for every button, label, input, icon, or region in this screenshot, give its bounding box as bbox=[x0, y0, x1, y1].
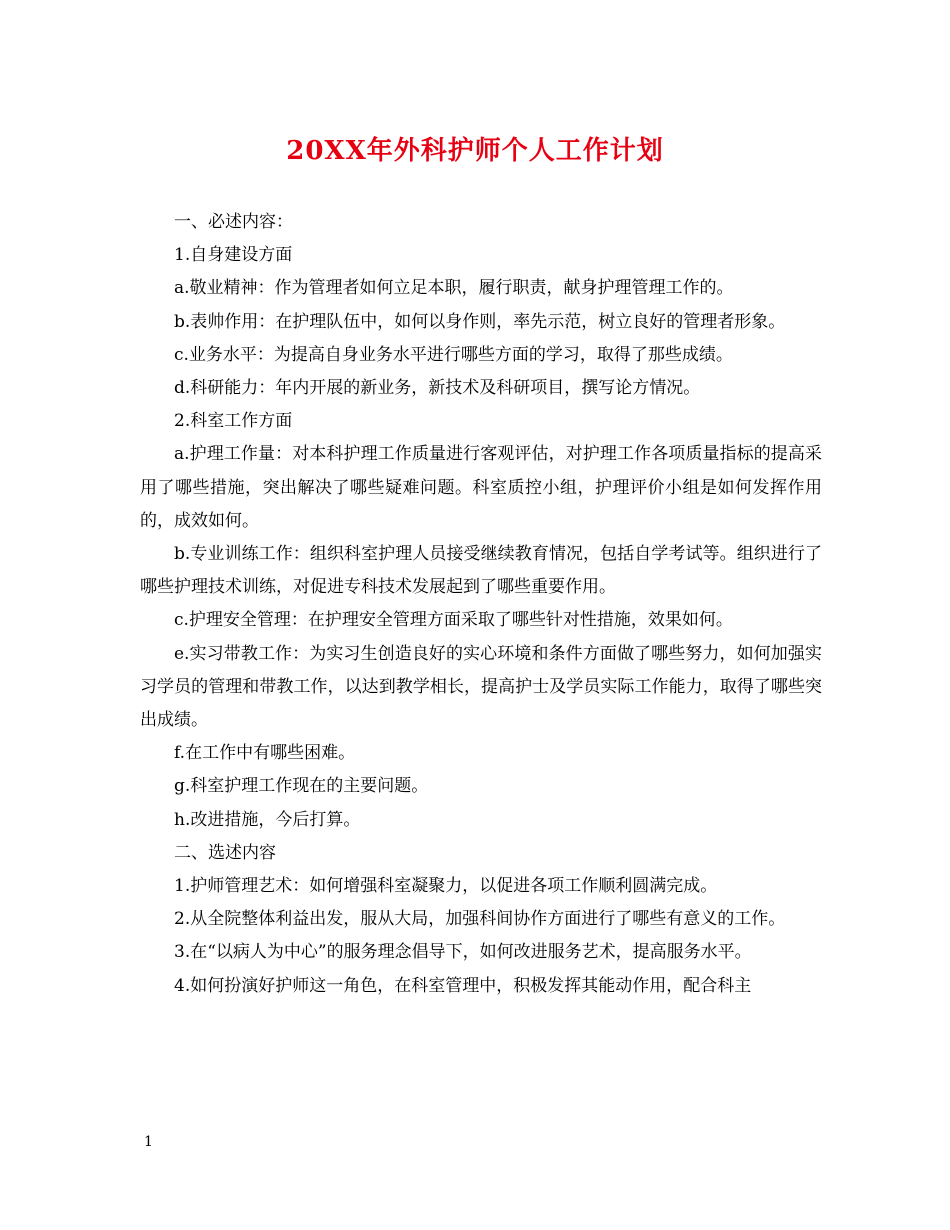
paragraph-dedication: a.敬业精神：作为管理者如何立足本职，履行职责，献身护理管理工作的。 bbox=[174, 278, 734, 299]
paragraph-difficulties: f.在工作中有哪些困难。 bbox=[174, 743, 356, 764]
paragraph-internship-teaching: e.实习带教工作：为实习生创造良好的实心环境和条件方面做了哪些努力，如何加强实习学员的管理和带教工作，以达到教学相长，提高护士及学员实际工作能力，取得了哪些突出成绩。 bbox=[140, 643, 822, 731]
paragraph-professional-level: c.业务水平：为提高自身业务水平进行哪些方面的学习，取得了那些成绩。 bbox=[174, 344, 733, 365]
paragraph-management-art: 1.护师管理艺术：如何增强科室凝聚力，以促进各项工作顺利圆满完成。 bbox=[174, 876, 718, 897]
paragraph-improvement-plans: h.改进措施，今后打算。 bbox=[174, 809, 361, 830]
paragraph-professional-training: b.专业训练工作：组织科室护理人员接受继续教育情况，包括自学考试等。组织进行了哪些护理技术训练，对促进专科技术发展起到了哪些重要作用。 bbox=[140, 544, 822, 598]
paragraph-section-one-heading: 一、必述内容： bbox=[174, 212, 293, 232]
paragraph-hospital-cooperation: 2.从全院整体利益出发，服从大局，加强科间协作方面进行了哪些有意义的工作。 bbox=[174, 909, 786, 930]
paragraph-role-model: b.表帅作用：在护理队伍中，如何以身作则，率先示范，树立良好的管理者形象。 bbox=[174, 311, 786, 332]
paragraph-self-construction: 1.自身建设方面 bbox=[174, 245, 293, 266]
paragraph-department-work: 2.科室工作方面 bbox=[174, 411, 293, 432]
paragraph-main-problems: g.科室护理工作现在的主要问题。 bbox=[174, 776, 429, 797]
page-number: 1 bbox=[144, 1134, 153, 1150]
paragraph-nurse-role: 4.如何扮演好护师这一角色，在科室管理中，积极发挥其能动作用，配合科主 bbox=[174, 975, 752, 996]
paragraph-research-ability: d.科研能力：年内开展的新业务，新技术及科研项目，撰写论方情况。 bbox=[174, 378, 701, 399]
document-body bbox=[140, 206, 822, 1003]
paragraph-safety-management: c.护理安全管理：在护理安全管理方面采取了哪些针对性措施，效果如何。 bbox=[174, 610, 733, 631]
paragraph-patient-centered-service: 3.在“以病人为中心”的服务理念倡导下，如何改进服务艺术，提高服务水平。 bbox=[174, 942, 752, 963]
paragraph-nursing-workload: a.护理工作量：对本科护理工作质量进行客观评估，对护理工作各项质量指标的提高采用了哪些措施，突出解决了哪些疑难问题。科室质控小组，护理评价小组是如何发挥作用的，成效如何。 bbox=[140, 444, 822, 531]
document-title: 20XX年外科护师个人工作计划 bbox=[286, 136, 664, 166]
paragraph-section-two-heading: 二、选述内容 bbox=[174, 842, 276, 863]
